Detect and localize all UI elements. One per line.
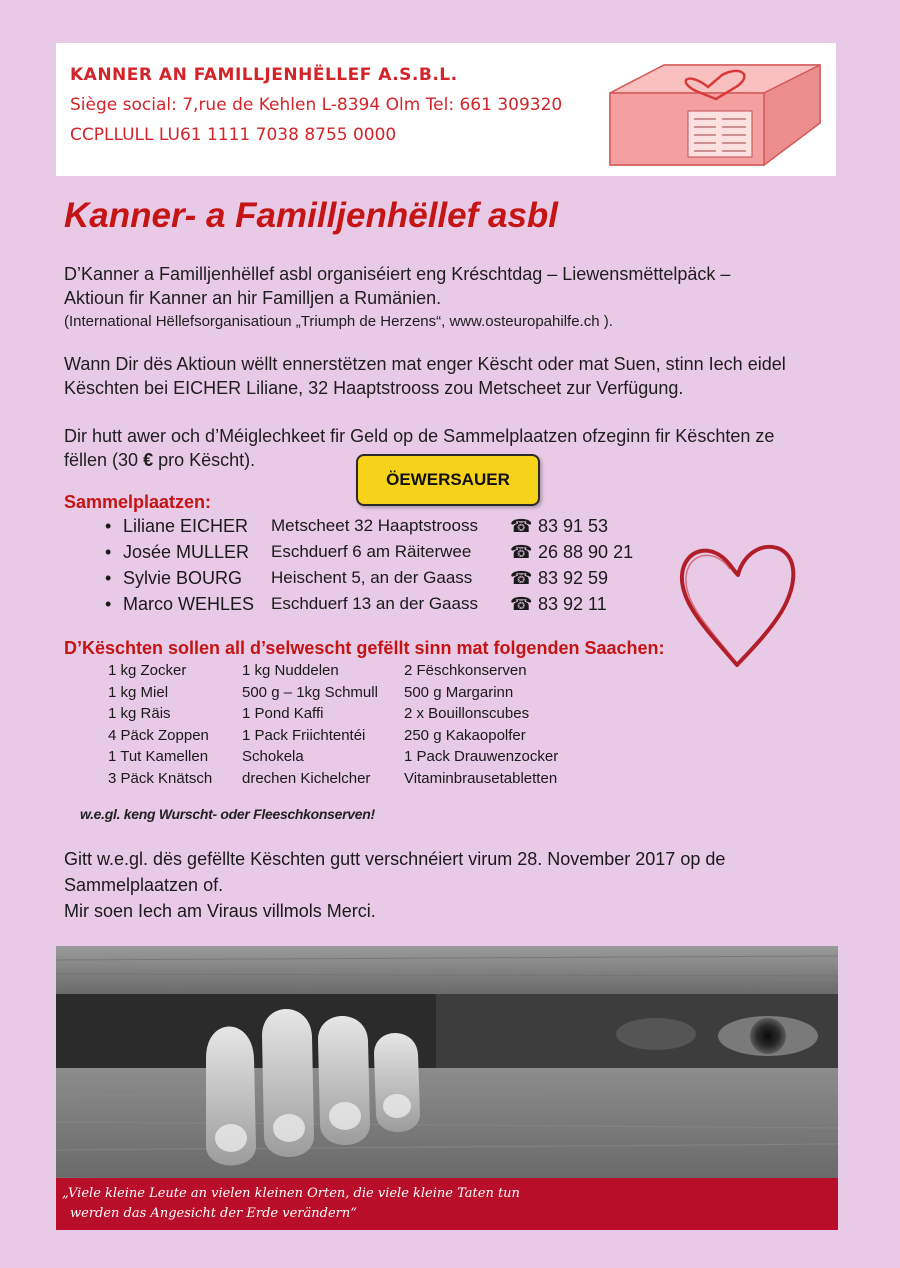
intro-line-2: Aktioun fir Kanner an hir Familljen a Rumänien. (64, 288, 442, 308)
table-cell: 3 Päck Knätsch (108, 769, 213, 787)
closing-line-2: Sammelplaatzen of. (64, 875, 224, 895)
contact-phone: 26 88 90 21 (538, 542, 634, 562)
list-item (105, 516, 665, 542)
phone-icon: ☎ (510, 542, 533, 562)
collection-points-heading: Sammelplaatzen: (64, 492, 212, 512)
table-cell: 2 Fëschkonserven (404, 662, 527, 679)
contact-name: Marco WEHLES (123, 594, 255, 614)
table-cell: 2 x Bouillonscubes (404, 705, 530, 722)
contact-location: Eschduerf 13 an der Gaass (271, 594, 478, 613)
bullet-icon: • (105, 542, 112, 562)
table-cell: 500 g – 1kg Schmull (242, 683, 378, 701)
table-cell: 1 Pack Drauwenzocker (404, 748, 559, 765)
contact-name: Josée MULLER (123, 542, 250, 562)
closing-line-3: Mir soen Iech am Viraus villmols Merci. (64, 901, 376, 921)
table-cell: 1 Pack Friichtentéi (242, 726, 366, 744)
euro-symbol: € (143, 450, 154, 470)
child-hand-photo (56, 946, 838, 1230)
closing-line-1: Gitt w.e.gl. dës gefëllte Këschten gutt verschnéiert virum 28. November 2017 op de (64, 849, 726, 869)
money-text-end: pro Këscht). (153, 450, 256, 470)
table-cell: 500 g Margarinn (404, 683, 514, 701)
contact-name: Liliane EICHER (123, 516, 249, 536)
intro-line-3: (International Hëllefsorganisatioun „Triumph de Herzens“, www.osteuropahilfe.ch ). (64, 313, 613, 330)
phone-icon: ☎ (510, 594, 533, 614)
bullet-icon: • (105, 594, 112, 614)
gift-box-illustration (604, 53, 826, 171)
table-cell: 250 g Kakaopolfer (404, 726, 526, 744)
contact-location: Eschduerf 6 am Räiterwee (271, 542, 472, 561)
list-item (105, 568, 665, 594)
table-cell: 1 kg Räis (108, 705, 171, 722)
organization-bank-account: CCPLLULL LU61 1111 7038 8755 0000 (70, 125, 397, 145)
bullet-icon: • (105, 516, 112, 536)
region-badge: ÖEWERSAUER (356, 454, 540, 506)
table-cell: Vitaminbrausetabletten (404, 769, 558, 787)
organization-address: Siège social: 7,rue de Kehlen L-8394 Olm Tel: 661 309320 (70, 95, 563, 115)
intro-paragraph (64, 262, 794, 334)
contact-name: Sylvie BOURG (123, 568, 243, 588)
heart-icon (672, 535, 802, 675)
closing-paragraph (64, 846, 824, 924)
contact-location: Metscheet 32 Haaptstrooss (271, 516, 478, 535)
table-cell: 1 Pond Kaffi (242, 705, 324, 722)
table-cell: 1 Tut Kamellen (108, 748, 209, 765)
list-item (105, 542, 665, 568)
contact-location: Heischent 5, an der Gaass (271, 568, 473, 587)
header-banner (56, 43, 836, 176)
box-contents-heading: D’Këschten sollen all d’selwescht gefëllt sinn mat folgenden Saachen: (64, 638, 665, 658)
photo-caption-line-2: werden das Angesicht der Erde verändern“ (70, 1206, 357, 1221)
table-cell: 1 kg Miel (108, 683, 169, 701)
contact-phone: 83 92 59 (538, 568, 609, 588)
money-text-start: Dir hutt awer och d’Méiglechkeet fir Geld op de Sammelplaatzen ofzeginn fir Këschten ze fëllen (30 (64, 426, 775, 470)
collection-points-list (105, 516, 665, 620)
table-cell: 1 kg Nuddelen (242, 662, 339, 679)
table-cell: Schokela (242, 748, 304, 765)
page-title: Kanner- a Familljenhëllef asbl (64, 196, 559, 235)
bullet-icon: • (105, 568, 112, 588)
intro-line-1: D’Kanner a Familljenhëllef asbl organiséiert eng Kréschtdag – Liewensmëttelpäck – (64, 264, 731, 284)
organization-name: KANNER AN FAMILLJENHËLLEF A.S.B.L. (70, 65, 458, 85)
table-cell: 1 kg Zocker (108, 662, 187, 679)
support-paragraph: Wann Dir dës Aktioun wëllt ennerstëtzen mat enger Këscht oder mat Suen, stinn Iech eidel Këschten bei EICHER Liliane, 32 Haaptstrooss zou Metscheet zur Verfügung. (64, 354, 786, 398)
phone-icon: ☎ (510, 516, 533, 536)
contact-phone: 83 91 53 (538, 516, 609, 536)
list-item (105, 594, 665, 620)
table-cell: 4 Päck Zoppen (108, 726, 209, 744)
exclusion-note: w.e.gl. keng Wurscht- oder Fleeschkonserven! (80, 806, 375, 822)
photo-caption-line-1: „Viele kleine Leute an vielen kleinen Orten, die viele kleine Taten tun (62, 1186, 520, 1201)
phone-icon: ☎ (510, 568, 533, 588)
table-cell: drechen Kichelcher (242, 769, 371, 787)
contact-phone: 83 92 11 (538, 594, 607, 614)
